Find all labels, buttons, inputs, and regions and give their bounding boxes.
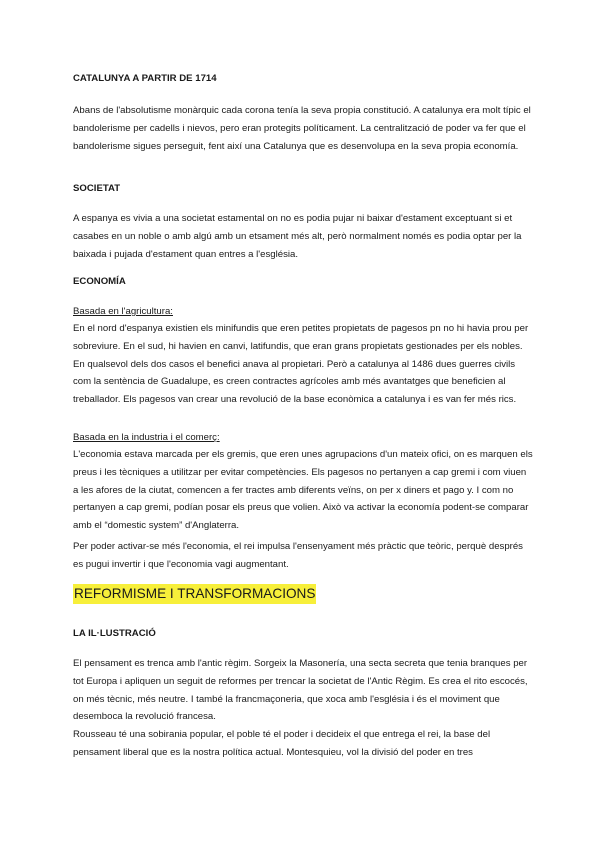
illustracio-paragraph: El pensament es trenca amb l'antic règim. Sorgeix la Masonería, una secta secreta que tenia branques per tot Europa i apliquen un seguit de reformes per trencar la societat de l'Antic Règim. Es crea el rito escocés, on més tècnic, més neutre. I també la francmaçoneria, que xoca amb l'església i és el moviment que desemboca la revolució francesa. — [73, 658, 528, 723]
rousseau-paragraph: Rousseau té una sobirania popular, el poble té el poder i decideix el que entrega el rei, la base del pensament liberal que es la nostra política actual. Montesquieu, vol la divisió del poder en tres — [73, 729, 491, 758]
industria-subheading: Basada en la industria i el comerç: — [73, 432, 220, 443]
illustracio-heading: LA IL·LUSTRACIÓ — [73, 628, 156, 639]
intro-paragraph: Abans de l'absolutisme monàrquic cada corona tenía la seva propia constitució. A catalunya era molt típic el bandolerisme per cadells i nievos, pero eran protegits políticament. La centralització de poder va fer que el bandolerisme sigues perseguit, fent així una Catalunya que es desenvolupa en la seva propia economía. — [73, 105, 531, 152]
societat-paragraph: A espanya es vivia a una societat estamental on no es podia pujar ni baixar d'estament exceptuant si et casabes en un noble o amb algú amb un etsament més alt, però normalment només es podia optar per la baixada i pujada d'estament quan entres a l'església. — [73, 213, 522, 260]
economia-closing-paragraph: Per poder activar-se més l'economia, el rei impulsa l'ensenyament més pràctic que teòric, perquè després es pugui invertir i que l'economia vagi augmentant. — [73, 541, 523, 570]
agricultura-paragraph: En el nord d'espanya existien els minifundis que eren petites propietats de pagesos pn no hi havia prou per sobreviure. En el sud, hi havien en canvi, latifundis, que eran grans propietats gestionades per els nobles. En qualsevol dels dos casos el benefici anava al propietari. Però a catalunya al 1486 dues guerres civils com la sentència de Guadalupe, es creen contractes agrícoles amb més avantatges que beneficien al treballador. Els pagesos van crear una revolució de la base econòmica a catalunya i es van fer més rics. — [73, 323, 529, 406]
industria-paragraph: L'economia estava marcada per els gremis, que eren unes agrupacions d'un mateix ofici, on es marquen els preus i les tècniques a utilitzar per evitar competències. Els pagesos no pertanyen a cap gremi i com viuen a les afores de la ciutat, comencen a fer tractes amb diferents veïns, on per x diners et pago y. I com no pertanyen a cap gremi, podían posar els preus que volien. Això va activar la economía podent-se comparar amb el “domestic system” d'Anglaterra. — [73, 449, 533, 532]
agricultura-subheading: Basada en l'agricultura: — [73, 306, 173, 317]
societat-heading: SOCIETAT — [73, 183, 121, 194]
document-title: CATALUNYA A PARTIR DE 1714 — [73, 73, 217, 84]
economia-heading: ECONOMÍA — [73, 276, 126, 287]
reformisme-section-title: REFORMISME I TRANSFORMACIONS — [73, 584, 316, 604]
